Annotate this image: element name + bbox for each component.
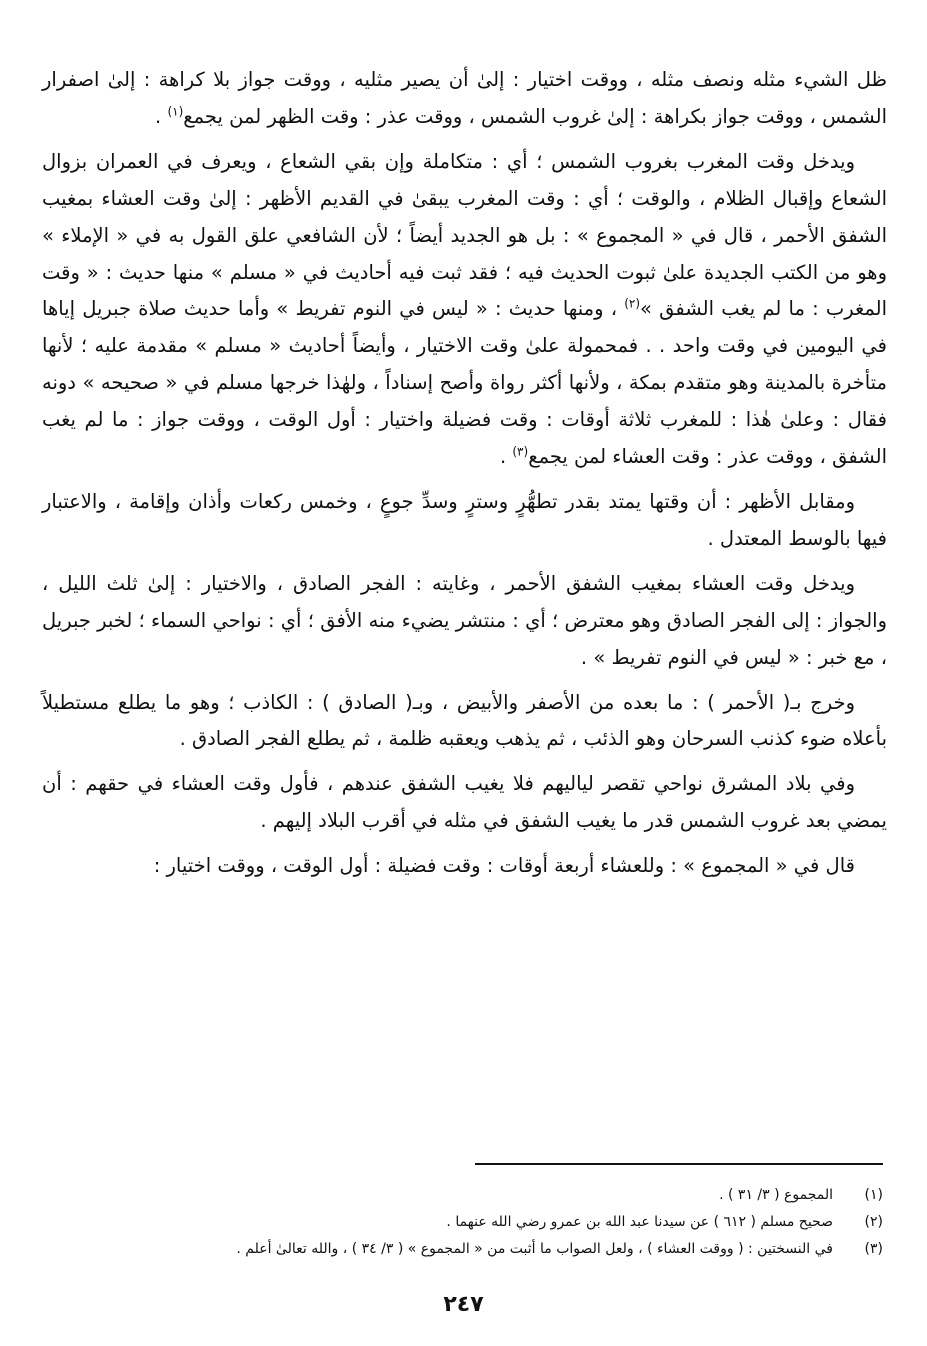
paragraph-6: وفي بلاد المشرق نواحي تقصر لياليهم فلا يغيب الشفق عندهم ، فأول وقت العشاء في حقهم : أن يمضي بعد غروب الشمس قدر ما يغيب الشفق في مثله في أقرب البلاد إليهم .	[42, 772, 887, 833]
footnote-3-number: (٣)	[864, 1241, 883, 1257]
footnote-divider	[475, 1163, 883, 1165]
paragraph-1	[42, 62, 887, 136]
footnote-2-number: (٢)	[864, 1214, 883, 1230]
paragraph-2	[42, 144, 887, 476]
paragraph-4: ويدخل وقت العشاء بمغيب الشفق الأحمر ، وغايته : الفجر الصادق ، والاختيار : إلىٰ ثلث الليل ، والجواز : إلى الفجر الصادق وهو معترض ؛ أي : منتشر يضيء منه الأفق ؛ أي : نواحي السماء ؛ لخبر جبريل ، مع خبر : « ليس في النوم تفريط » .	[42, 571, 887, 669]
footnote-3	[53, 1236, 883, 1263]
paragraph-2-tail: ، ومنها حديث : « ليس في النوم تفريط » وأما حديث صلاة جبريل إياها في اليومين في وقت واحد . . فمحمولة علىٰ وقت الاختيار ، وأيضاً أحاديث « مسلم » مقدمة عليه ؛ لأنها متأخرة بالمدينة وهو متقدم بمكة ، ولأنها أكثر رواة وأصح إسناداً ، ولهٰذا خرجها مسلم في « صحيحه » دونه فقال : وعلىٰ هٰذا : للمغرب ثلاثة أوقات : وقت فضيلة واختيار : أول الوقت ، ووقت جواز : ما لم يغب الشفق ، ووقت عذر : وقت العشاء لمن يجمع	[42, 297, 887, 469]
paragraph-2-end: .	[499, 445, 513, 469]
footnote-1	[53, 1182, 883, 1209]
footnote-ref-1: (١)	[167, 104, 184, 119]
footnotes	[53, 1182, 883, 1263]
footnote-2-text: صحيح مسلم ( ٦١٢ ) عن سيدنا عبد الله بن عمرو رضي الله عنهما .	[446, 1214, 833, 1230]
paragraph-2-text: ويدخل وقت المغرب بغروب الشمس ؛ أي : متكاملة وإن بقي الشعاع ، ويعرف في العمران بزوال الشعاع وإقبال الظلام ، والوقت ؛ أي : وقت المغرب يبقىٰ في القديم الأظهر : إلىٰ وقت العشاء بمغيب الشفق الأحمر ، قال في « المجموع » : بل هو الجديد أيضاً ؛ لأن الشافعي علق القول به في « الإملاء » وهو من الكتب الجديدة علىٰ ثبوت الحديث فيه ؛ فقد ثبت فيه أحاديث في « مسلم » منها حديث : « وقت المغرب : ما لم يغب الشفق »	[42, 149, 887, 321]
paragraph-3: ومقابل الأظهر : أن وقتها يمتد بقدر تطهُّرٍ وسترٍ وسدِّ جوعٍ ، وخمس ركعات وأذان وإقامة ، والاعتبار فيها بالوسط المعتدل .	[42, 489, 887, 550]
footnote-ref-2: (٢)	[624, 296, 641, 311]
page-number: ٢٤٧	[443, 1292, 484, 1317]
footnote-3-text: في النسختين : ( ووقت العشاء ) ، ولعل الصواب ما أثبت من « المجموع » ( ٣/ ٣٤ ) ، والله تعالىٰ أعلم .	[236, 1241, 833, 1257]
footnote-1-number: (١)	[864, 1187, 883, 1203]
paragraph-7: قال في « المجموع » : وللعشاء أربعة أوقات : وقت فضيلة : أول الوقت ، ووقت اختيار :	[153, 854, 855, 878]
paragraph-1-tail: .	[155, 104, 168, 128]
footnote-ref-3: (٣)	[512, 444, 529, 459]
paragraph-1-text: ظل الشيء مثله ونصف مثله ، ووقت اختيار : إلىٰ أن يصير مثليه ، ووقت جواز بلا كراهة : إلىٰ اصفرار الشمس ، ووقت جواز بكراهة : إلىٰ غروب الشمس ، ووقت عذر : وقت الظهر لمن يجمع	[42, 68, 887, 128]
footnote-2	[53, 1209, 883, 1236]
footnote-1-text: المجموع ( ٣/ ٣١ ) .	[719, 1187, 833, 1203]
paragraph-5: وخرج بـ( الأحمر ) : ما بعده من الأصفر والأبيض ، وبـ( الصادق ) : الكاذب ؛ وهو ما يطلع مستطيلاً بأعلاه ضوء كذنب السرحان وهو الذئب ، ثم يذهب ويعقبه ظلمة ، ثم يطلع الفجر الصادق .	[42, 690, 887, 751]
main-text	[42, 62, 887, 893]
